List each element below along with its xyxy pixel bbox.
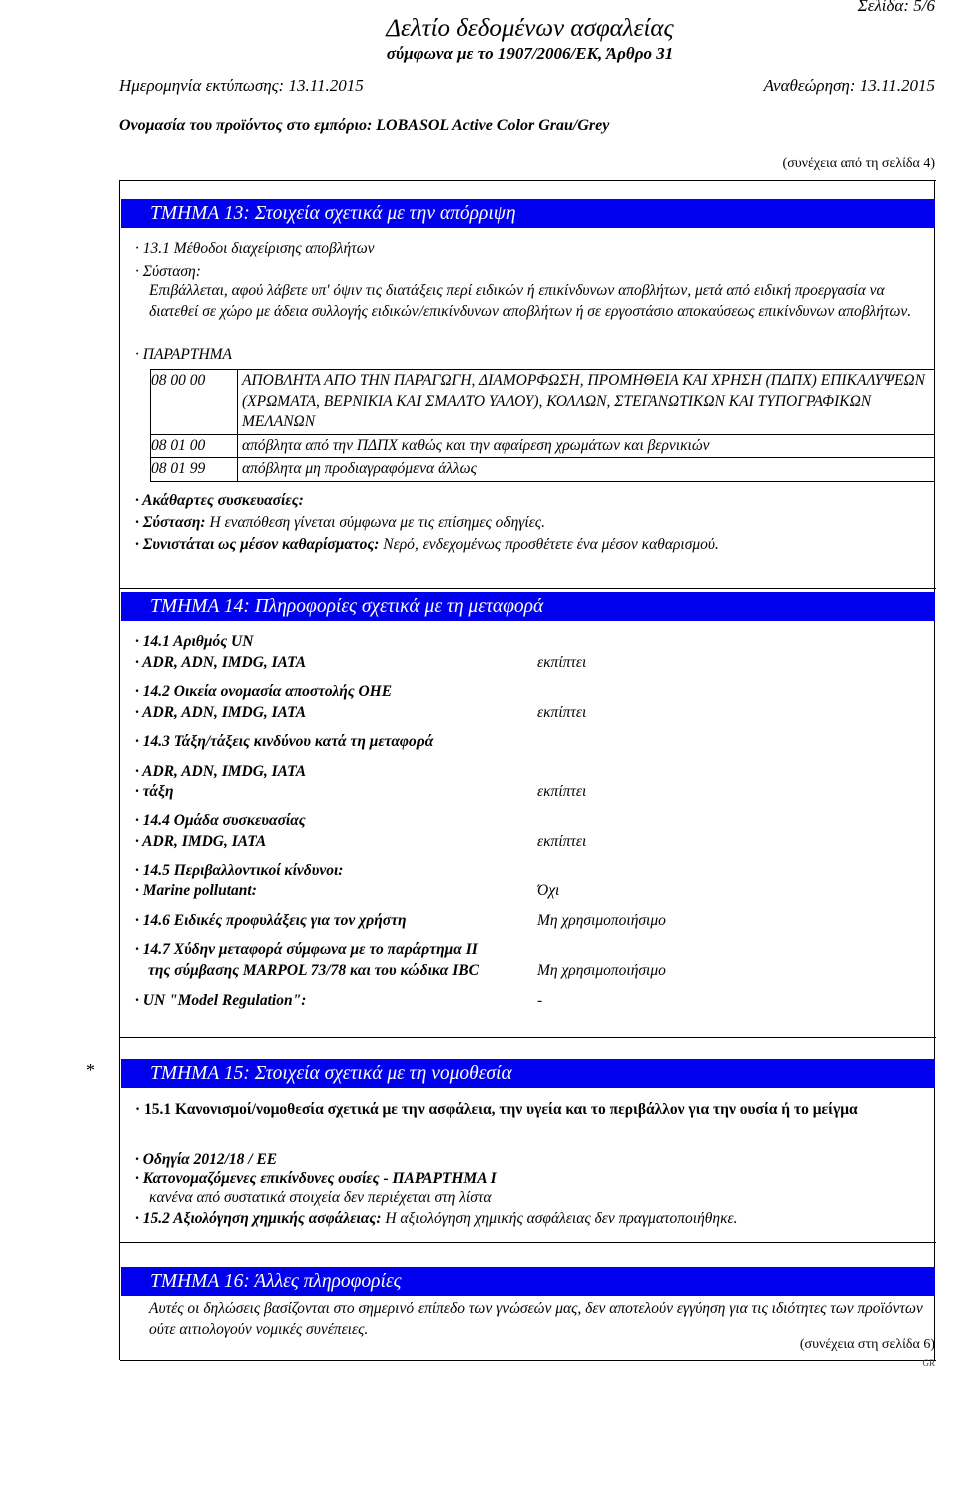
- section16-title: ΤΜΗΜΑ 16: Άλλες πληροφορίες: [121, 1267, 935, 1296]
- transport-label: · 14.7 Χύδην μεταφορά σύμφωνα με το παράρτημα II: [135, 941, 478, 958]
- transport-label: · ADR, IMDG, IATA: [135, 833, 267, 850]
- waste-code: 08 01 00: [151, 434, 238, 458]
- recommendation-text: Επιβάλλεται, αφού λάβετε υπ' όψιν τις διατάξεις περί ειδικών ή επικίνδυνων αποβλήτων, μετά από ειδική προεργασία να διατεθεί σε χώρο με άδεια συλλογής ειδικών/επικίνδυνων αποβλήτων ή σε εργοστάσιο αποκαύσεως επικίνδυνων αποβλήτων.: [149, 282, 912, 320]
- table-row: [151, 458, 935, 482]
- transport-value: εκπίπτει: [537, 833, 587, 850]
- section13-title: ΤΜΗΜΑ 13: Στοιχεία σχετικά με την απόρριψη: [121, 199, 935, 228]
- transport-label: · ADR, ADN, IMDG, IATA: [135, 763, 307, 780]
- waste-description: απόβλητα μη προδιαγραφόμενα άλλως: [238, 458, 935, 482]
- unclean-rec-label: · Σύσταση:: [135, 514, 206, 531]
- print-date: Ημερομηνία εκτύπωσης: 13.11.2015: [119, 76, 364, 95]
- transport-value: εκπίπτει: [537, 783, 587, 800]
- continued-to: (συνέχεια στη σελίδα 6): [799, 1337, 935, 1352]
- section13-top-rule: [120, 180, 936, 181]
- transport-label: · ADR, ADN, IMDG, IATA: [135, 704, 307, 721]
- cleaning-text: Νερό, ενδεχομένως προσθέτετε ένα μέσον καθαρισμού.: [383, 536, 719, 553]
- transport-label: · 14.5 Περιβαλλοντικοί κίνδυνοι:: [135, 862, 344, 879]
- transport-label: της σύμβασης MARPOL 73/78 και του κώδικα IBC: [148, 962, 479, 979]
- language-code: GR: [922, 1358, 935, 1368]
- assessment-text: Η αξιολόγηση χημικής ασφάλειας δεν πραγματοποιήθηκε.: [385, 1210, 738, 1227]
- unclean-recommendation: [135, 514, 545, 532]
- other-info-text: Αυτές οι δηλώσεις βασίζονται στο σημερινό επίπεδο των γνώσεών μας, δεν αποτελούν εγγύηση για τις ιδιότητες των προϊόντων ούτε αιτιολογούν νομικές συνέπειες.: [149, 1300, 923, 1338]
- cleaning-label: · Συνιστάται ως μέσον καθαρίσματος:: [135, 536, 380, 553]
- recommendation-label: · Σύσταση:: [135, 263, 201, 280]
- revision-date: Αναθεώρηση: 13.11.2015: [763, 76, 935, 95]
- annex-label: · ΠΑΡΑΡΤΗΜΑ: [135, 346, 233, 363]
- transport-value: εκπίπτει: [537, 654, 587, 671]
- transport-label: · 14.6 Ειδικές προφυλάξεις για τον χρήστη: [135, 912, 407, 929]
- cleaning-agent: [135, 536, 719, 554]
- transport-value: Όχι: [537, 882, 560, 899]
- transport-value: Μη χρησιμοποιήσιμο: [537, 912, 666, 929]
- transport-label: · 14.1 Αριθμός UN: [135, 633, 254, 650]
- transport-label: · 14.4 Ομάδα συσκευασίας: [135, 812, 306, 829]
- assessment-label: · 15.2 Αξιολόγηση χημικής ασφάλειας:: [135, 1210, 382, 1227]
- transport-value: -: [537, 992, 543, 1009]
- transport-label: · ADR, ADN, IMDG, IATA: [135, 654, 307, 671]
- named-substances-label: · Κατονομαζόμενες επικίνδυνες ουσίες - ΠΑΡΑΡΤΗΜΑ Ι: [135, 1170, 497, 1187]
- document-subtitle: σύμφωνα με το 1907/2006/ΕΚ, Άρθρο 31: [386, 44, 674, 63]
- waste-code: 08 01 99: [151, 458, 238, 482]
- product-name: Ονομασία του προϊόντος στο εμπόριο: LOBASOL Active Color Grau/Grey: [119, 117, 610, 134]
- section16-bottom-rule: [120, 1360, 936, 1361]
- change-marker: *: [86, 1060, 95, 1080]
- unclean-packaging-label: · Ακάθαρτες συσκευασίες:: [135, 492, 304, 509]
- regulations-title: · 15.1 Κανονισμοί/νομοθεσία σχετικά με την ασφάλεια, την υγεία και το περιβάλλον για την ουσία ή το μείγμα: [135, 1101, 858, 1118]
- transport-label: · 14.2 Οικεία ονομασία αποστολής ΟΗΕ: [135, 683, 393, 700]
- transport-label: · UN "Model Regulation":: [135, 992, 307, 1009]
- page-number: Σελίδα: 5/6: [857, 0, 935, 15]
- unclean-rec-text: Η εναπόθεση γίνεται σύμφωνα με τις επίσημες οδηγίες.: [209, 514, 545, 531]
- section15-title: ΤΜΗΜΑ 15: Στοιχεία σχετικά με τη νομοθεσία: [121, 1059, 935, 1088]
- annex-table: [150, 369, 935, 482]
- chemical-assessment: [135, 1210, 738, 1228]
- transport-label: · 14.3 Τάξη/τάξεις κινδύνου κατά τη μεταφορά: [135, 733, 434, 750]
- section14-title: ΤΜΗΜΑ 14: Πληροφορίες σχετικά με τη μεταφορά: [121, 592, 935, 621]
- transport-label: · Marine pollutant:: [135, 882, 257, 899]
- waste-description: ΑΠΟΒΛΗΤΑ ΑΠΟ ΤΗΝ ΠΑΡΑΓΩΓΗ, ΔΙΑΜΟΡΦΩΣΗ, ΠΡΟΜΗΘΕΙΑ ΚΑΙ ΧΡΗΣΗ (ΠΔΠΧ) ΕΠΙΚΑΛΥΨΕΩΝ (ΧΡΩΜΑΤΑ, ΒΕΡΝΙΚΙΑ ΚΑΙ ΣΜΑΛΤΟ ΥΑΛΟΥ), ΚΟΛΛΩΝ, ΣΤΕΓΑΝΩΤΙΚΩΝ ΚΑΙ ΤΥΠΟΓΡΑΦΙΚΩΝ ΜΕΛΑΝΩΝ: [238, 370, 935, 435]
- waste-code: 08 00 00: [151, 370, 238, 435]
- named-substances-text: κανένα από συστατικά στοιχεία δεν περιέχεται στη λίστα: [149, 1189, 492, 1206]
- transport-label: · τάξη: [135, 783, 174, 800]
- transport-value: εκπίπτει: [537, 704, 587, 721]
- document-title: Δελτίο δεδομένων ασφαλείας: [386, 15, 674, 42]
- table-row: [151, 434, 935, 458]
- waste-description: απόβλητα από την ΠΔΠΧ καθώς και την αφαίρεση χρωμάτων και βερνικιών: [238, 434, 935, 458]
- directive-label: · Οδηγία 2012/18 / ΕΕ: [135, 1151, 278, 1168]
- waste-methods-title: · 13.1 Μέθοδοι διαχείρισης αποβλήτων: [135, 240, 375, 257]
- continued-from: (συνέχεια από τη σελίδα 4): [782, 156, 935, 171]
- transport-value: Μη χρησιμοποιήσιμο: [537, 962, 666, 979]
- table-row: [151, 370, 935, 435]
